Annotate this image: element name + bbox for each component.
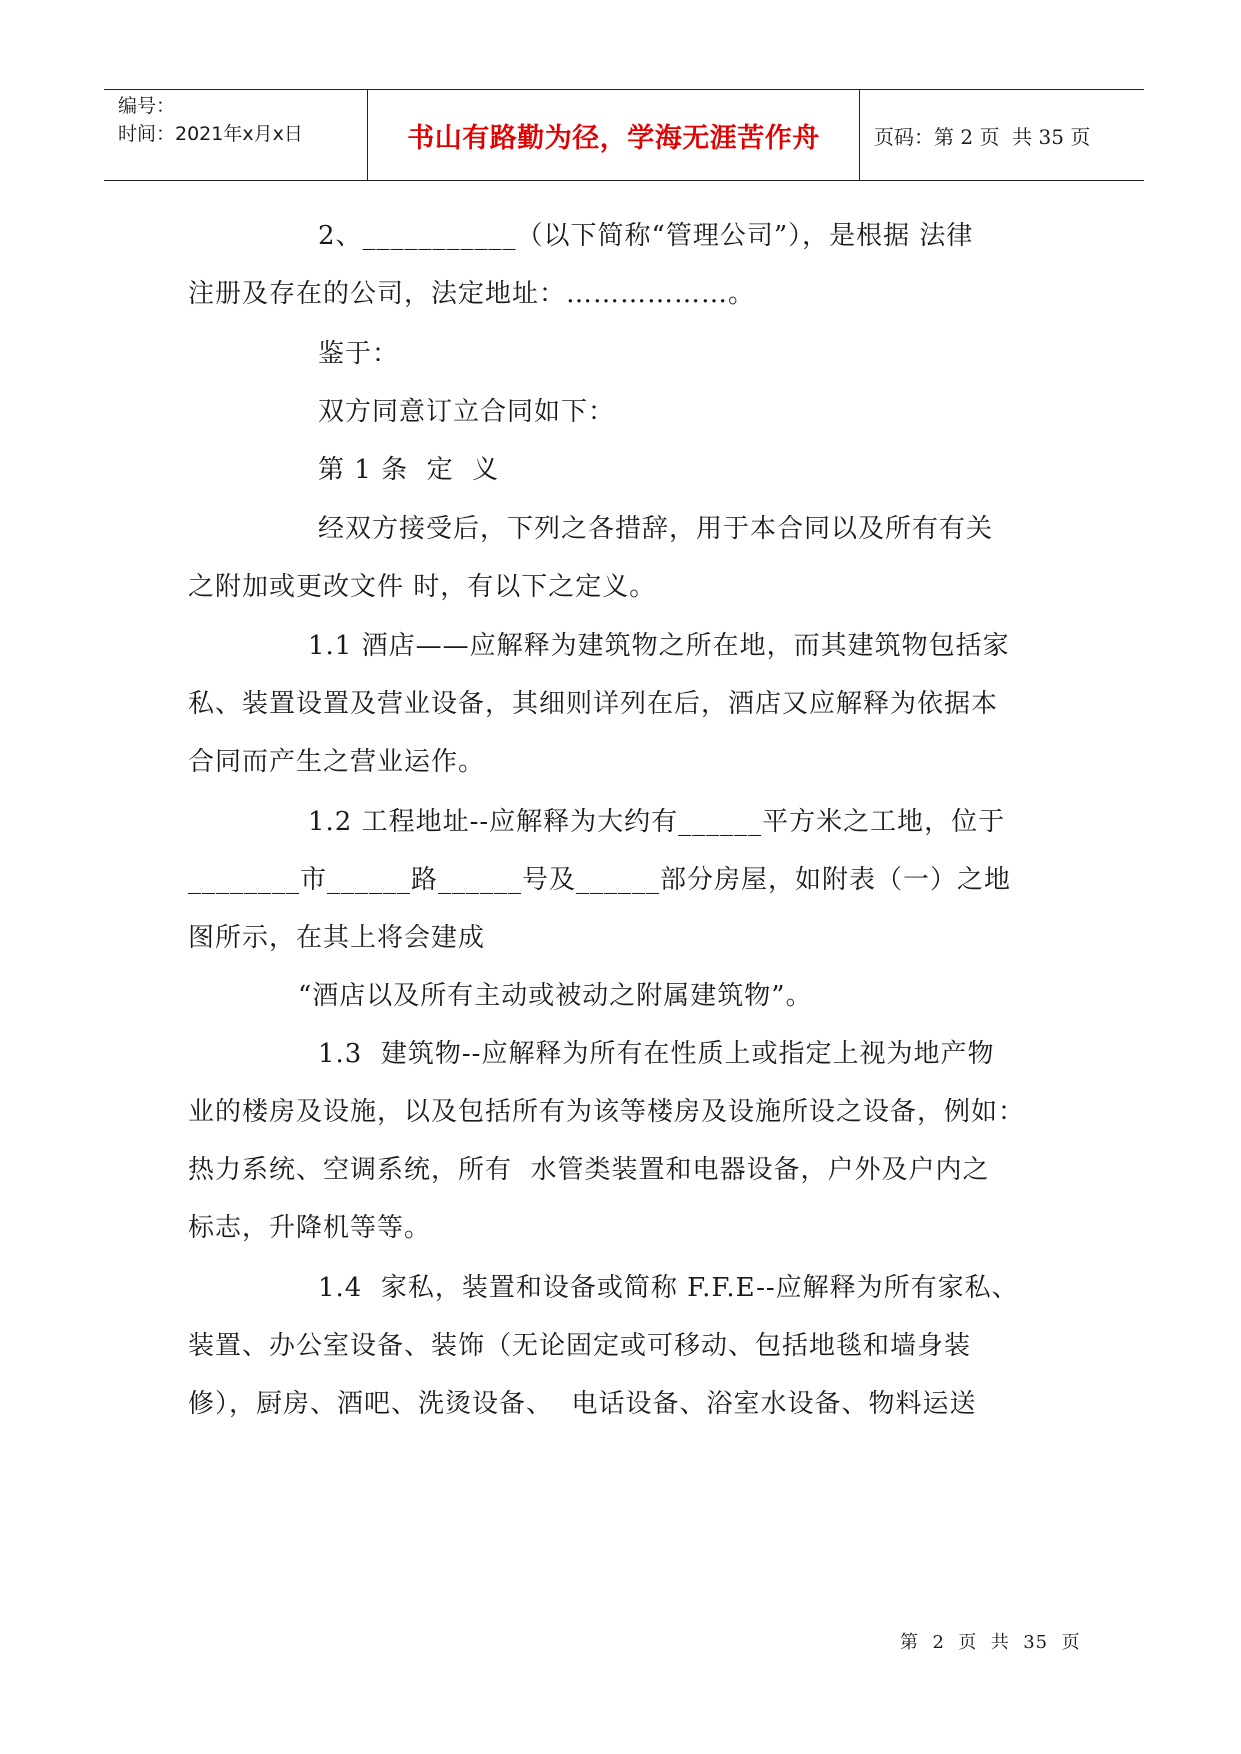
body-line: 业的楼房及设施，以及包括所有为该等楼房及设施所设之设备，例如： <box>188 1097 1026 1127</box>
body-line: 注册及存在的公司，法定地址：………………。 <box>188 279 756 309</box>
body-line: 1.2 工程地址--应解释为大约有______平方米之工地，位于 <box>308 807 1006 837</box>
body-line: 1.4 家私，装置和设备或简称 F.F.E--应解释为所有家私、 <box>318 1273 1019 1303</box>
body-line: 装置、办公室设备、装饰（无论固定或可移动、包括地毯和墙身装 <box>188 1331 972 1361</box>
body-line: 标志，升降机等等。 <box>188 1213 432 1243</box>
document-header <box>104 89 1144 181</box>
body-line: 2、___________（以下简称“管理公司”），是根据 法律 <box>318 221 974 251</box>
body-line: 合同而产生之营业运作。 <box>188 747 486 777</box>
body-line: 1.3 建筑物--应解释为所有在性质上或指定上视为地产物 <box>318 1039 995 1069</box>
body-line: ________市______路______号及______部分房屋，如附表（一）之地 <box>188 865 1012 895</box>
body-line: 私、装置设置及营业设备，其细则详列在后，酒店又应解释为依据本 <box>188 689 999 719</box>
header-page-info <box>860 90 1144 180</box>
body-line: 图所示，在其上将会建成 <box>188 923 486 953</box>
body-line: 1.1 酒店——应解释为建筑物之所在地，而其建筑物包括家 <box>308 631 1010 661</box>
body-line: “酒店以及所有主动或被动之附属建筑物”。 <box>298 981 813 1011</box>
header-page-label: 页码：第 2 页 共 35 页 <box>874 124 1091 149</box>
document-date-label: 时间：2021年x月x日 <box>118 123 303 145</box>
body-line: 之附加或更改文件 时，有以下之定义。 <box>188 572 657 602</box>
body-line: 修），厨房、酒吧、洗烫设备、 电话设备、浴室水设备、物料运送 <box>188 1389 977 1419</box>
body-line: 双方同意订立合同如下： <box>318 397 616 427</box>
body-line: 鉴于： <box>318 339 400 369</box>
body-line: 热力系统、空调系统，所有 水管类装置和电器设备，户外及户内之 <box>188 1155 990 1185</box>
header-motto: 书山有路勤为径，学海无涯苦作舟 <box>368 90 860 180</box>
body-line: 经双方接受后，下列之各措辞，用于本合同以及所有有关 <box>318 514 994 544</box>
page-footer: 第 2 页 共 35 页 <box>900 1632 1081 1653</box>
header-meta <box>104 90 368 180</box>
document-number-label: 编号： <box>118 95 176 117</box>
section-heading: 第 1 条 定 义 <box>318 455 500 485</box>
